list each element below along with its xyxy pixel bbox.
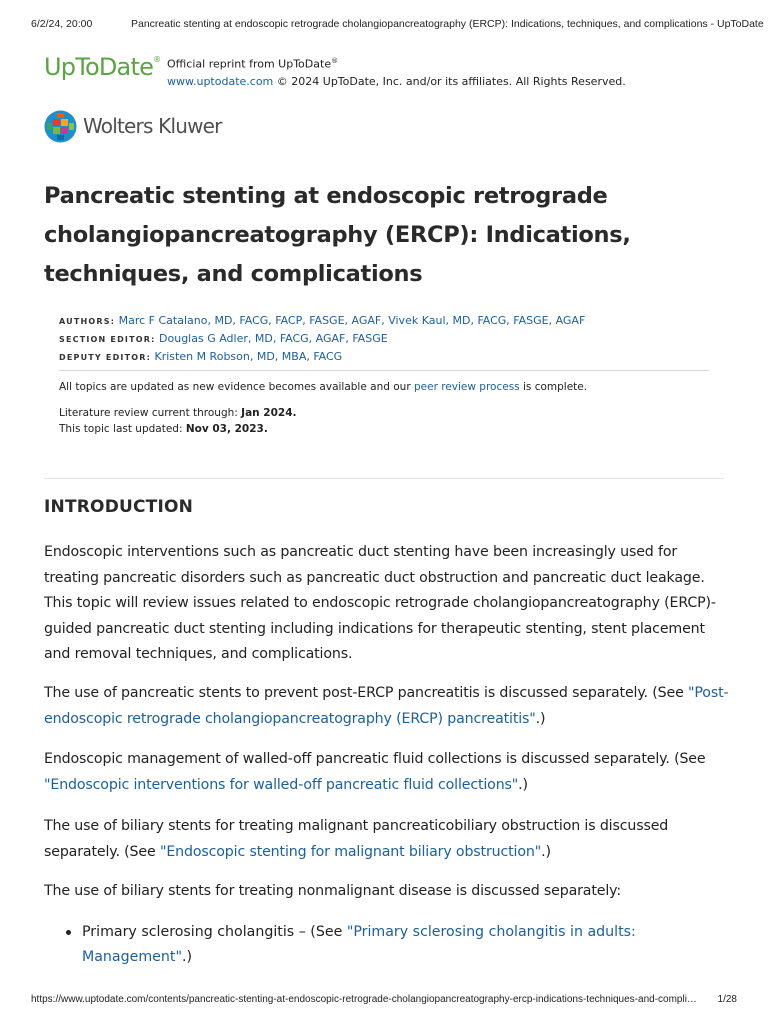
psc-management-link[interactable]: "Primary sclerosing cholangitis in adults: Management" [82, 924, 636, 965]
last-updated-label: This topic last updated: [59, 423, 183, 435]
deputy-editor-value[interactable]: Kristen M Robson, MD, MBA, FACG [154, 350, 343, 363]
brand-header [44, 53, 744, 93]
intro-paragraph-1: Endoscopic interventions such as pancreatic duct stenting have been increasingly used for treating pancreatic disorders such as pancreatic duct obstruction and pancreatic duct leakage. This topic will review issues related to endoscopic retrograde cholangiopancreatography (ERCP)-guided pancreatic duct stenting including indications for therapeutic stenting, stent placement and removal techniques, and complications. [44, 544, 716, 662]
print-datetime: 6/2/24, 20:00 [31, 18, 93, 30]
nonmalignant-topics-list [62, 920, 702, 970]
lit-review-date: Jan 2024 [241, 407, 293, 419]
list-item: Primary sclerosing cholangitis – (See "Primary sclerosing cholangitis in adults: Management".) [62, 920, 702, 970]
print-page-number: 1/28 [717, 994, 737, 1005]
authors-row [59, 312, 719, 330]
walled-off-collections-link[interactable]: "Endoscopic interventions for walled-off pancreatic fluid collections" [44, 776, 519, 793]
status-text-post: is complete. [522, 381, 588, 393]
reprint-line: Official reprint from UpToDate [167, 57, 332, 71]
wolters-kluwer-name: Wolters Kluwer [83, 114, 222, 138]
print-url: https://www.uptodate.com/contents/pancreatic-stenting-at-endoscopic-retrograde-cholangiopancreatography-ercp-indications-techniques-and-compli… [31, 994, 697, 1005]
last-updated-date: Nov 03, 2023 [185, 423, 264, 435]
intro-paragraph-3: Endoscopic management of walled-off pancreatic fluid collections is discussed separately. (See "Endoscopic interventions for walled-off pancreatic fluid collections".) [44, 751, 706, 793]
print-header [31, 18, 764, 32]
intro-paragraph-5: The use of biliary stents for treating nonmalignant disease is discussed separately: [44, 883, 621, 899]
section-editor-row [59, 330, 719, 348]
peer-review-link[interactable]: peer review process [413, 381, 520, 393]
post-ercp-pancreatitis-link[interactable]: "Post-endoscopic retrograde cholangiopancreatography (ERCP) pancreatitis" [44, 685, 729, 727]
lit-review-label: Literature review current through: [59, 407, 238, 419]
malignant-biliary-obstruction-link[interactable]: "Endoscopic stenting for malignant biliary obstruction" [159, 843, 542, 860]
article-contributors [59, 312, 719, 366]
print-footer [31, 994, 737, 1008]
review-status [59, 379, 587, 395]
authors-value[interactable]: Marc F Catalano, MD, FACG, FACP, FASGE, AGAF, Vivek Kaul, MD, FACG, FASGE, AGAF [118, 314, 586, 327]
section-editor-value[interactable]: Douglas G Adler, MD, FACG, AGAF, FASGE [159, 332, 388, 345]
uptodate-logo[interactable]: UpToDate® [44, 53, 161, 81]
intro-paragraph-2: The use of pancreatic stents to prevent post-ERCP pancreatitis is discussed separately. (See "Post-endoscopic retrograde cholangiopancreatography (ERCP) pancreatitis".) [44, 685, 729, 727]
deputy-editor-row [59, 348, 719, 366]
section-editor-label: SECTION EDITOR: [59, 335, 156, 344]
bullet-icon [66, 930, 71, 935]
meta-divider [59, 370, 709, 371]
intro-paragraph-4: The use of biliary stents for treating malignant pancreaticobiliary obstruction is discussed separately. (See "Endoscopic stenting for malignant biliary obstruction".) [44, 818, 669, 860]
copyright-text: © 2024 UpToDate, Inc. and/or its affiliates. All Rights Reserved. [276, 74, 626, 88]
reprint-notice: Official reprint from UpToDate® www.uptodate.com © 2024 UpToDate, Inc. and/or its affiliates. All Rights Reserved. [167, 57, 626, 88]
article-title: Pancreatic stenting at endoscopic retrograde cholangiopancreatography (ERCP): Indications, techniques, and complications [44, 183, 631, 287]
print-page-title: Pancreatic stenting at endoscopic retrograde cholangiopancreatography (ERCP): Indications, techniques, and complications - UpToDate [131, 18, 764, 30]
review-dates: Literature review current through: Jan 2024. This topic last updated: Nov 03, 2023. [59, 407, 297, 435]
uptodate-site-link[interactable]: www.uptodate.com [167, 74, 274, 88]
section-divider [44, 478, 724, 479]
authors-label: AUTHORS: [59, 317, 116, 326]
status-text-pre: All topics are updated as new evidence becomes available and our [59, 381, 411, 393]
deputy-editor-label: DEPUTY EDITOR: [59, 353, 151, 362]
introduction-heading: INTRODUCTION [44, 497, 194, 517]
wolters-kluwer-emblem-icon [44, 110, 77, 143]
